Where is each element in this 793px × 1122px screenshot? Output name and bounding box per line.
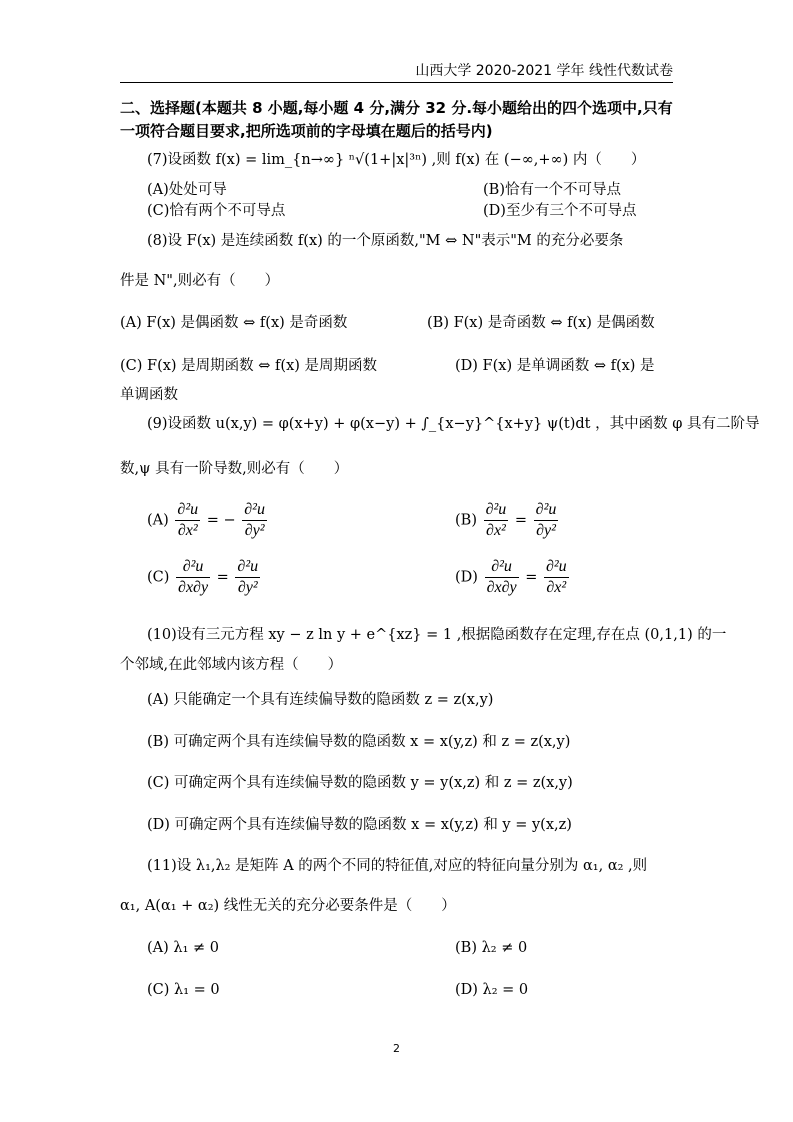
denominator: ∂y² bbox=[244, 522, 265, 539]
fraction bbox=[485, 557, 519, 598]
q7-option-b: (B)恰有一个不可导点 bbox=[483, 182, 621, 198]
q7-option-a: (A)处处可导 bbox=[147, 182, 227, 198]
q10-option-c: (C) 可确定两个具有连续偏导数的隐函数 y = y(x,z) 和 z = z(x,y) bbox=[147, 775, 573, 791]
denominator: ∂y² bbox=[237, 579, 258, 596]
q8-option-c: (C) F(x) 是周期函数 ⇔ f(x) 是周期函数 bbox=[120, 358, 378, 374]
q8-stem-line2: 件是 N",则必有（ ） bbox=[120, 273, 280, 289]
q7-stem: (7)设函数 f(x) = lim_{n→∞} ⁿ√(1+|x|³ⁿ) ,则 f(x) 在 (−∞,+∞) 内（ ） bbox=[147, 152, 646, 168]
q7-option-c: (C)恰有两个不可导点 bbox=[147, 203, 286, 219]
q10-stem-line2: 个邻域,在此邻域内该方程（ ） bbox=[120, 657, 343, 673]
page-header: 山西大学 2020-2021 学年 线性代数试卷 bbox=[415, 63, 673, 79]
fraction bbox=[534, 500, 559, 541]
q8-option-b: (B) F(x) 是奇函数 ⇔ f(x) 是偶函数 bbox=[427, 315, 655, 331]
q11-option-d: (D) λ₂ = 0 bbox=[455, 982, 529, 998]
fraction bbox=[544, 557, 569, 598]
q9-option-a bbox=[147, 500, 269, 541]
numerator: ∂²u bbox=[235, 557, 260, 578]
fraction bbox=[176, 557, 210, 598]
q10-option-d: (D) 可确定两个具有连续偏导数的隐函数 x = x(y,z) 和 y = y(x,z) bbox=[147, 817, 572, 833]
numerator: ∂²u bbox=[175, 500, 200, 521]
q10-stem-line1: (10)设有三元方程 xy − z ln y + e^{xz} = 1 ,根据隐函数存在定理,存在点 (0,1,1) 的一 bbox=[147, 627, 727, 643]
denominator: ∂y² bbox=[536, 522, 556, 539]
option-label: (C) bbox=[147, 569, 170, 586]
q9-stem-line2: 数,ψ 具有一阶导数,则必有（ ） bbox=[120, 461, 349, 477]
q11-option-c: (C) λ₁ = 0 bbox=[147, 982, 220, 998]
operator: = − bbox=[206, 512, 236, 529]
fraction bbox=[235, 557, 260, 598]
operator: = bbox=[525, 569, 538, 586]
page-number: 2 bbox=[393, 1042, 400, 1055]
numerator: ∂²u bbox=[544, 557, 569, 578]
denominator: ∂x∂y bbox=[178, 579, 209, 596]
fraction bbox=[484, 500, 509, 541]
denominator: ∂x² bbox=[177, 522, 198, 539]
q7-option-d: (D)至少有三个不可导点 bbox=[483, 203, 637, 219]
q8-stem-line1: (8)设 F(x) 是连续函数 f(x) 的一个原函数,"M ⇔ N"表示"M 的充分必要条 bbox=[147, 233, 624, 249]
fraction bbox=[242, 500, 267, 541]
q9-option-b bbox=[455, 500, 560, 541]
option-label: (D) bbox=[455, 569, 478, 586]
section-heading-line1: 二、选择题(本题共 8 小题,每小题 4 分,满分 32 分.每小题给出的四个选项中,只有 bbox=[120, 99, 673, 117]
q11-option-a: (A) λ₁ ≠ 0 bbox=[147, 940, 219, 956]
q9-option-d bbox=[455, 557, 571, 598]
q10-option-a: (A) 只能确定一个具有连续偏导数的隐函数 z = z(x,y) bbox=[147, 692, 494, 708]
denominator: ∂x² bbox=[546, 579, 567, 596]
numerator: ∂²u bbox=[484, 500, 509, 521]
operator: = bbox=[514, 512, 528, 529]
numerator: ∂²u bbox=[176, 557, 210, 578]
numerator: ∂²u bbox=[242, 500, 267, 521]
denominator: ∂x² bbox=[486, 522, 506, 539]
denominator: ∂x∂y bbox=[486, 579, 517, 596]
q8-option-d: (D) F(x) 是单调函数 ⇔ f(x) 是 bbox=[455, 358, 655, 374]
q11-stem-line2: α₁, A(α₁ + α₂) 线性无关的充分必要条件是（ ） bbox=[120, 898, 456, 914]
section-heading-line2: 一项符合题目要求,把所选项前的字母填在题后的括号内) bbox=[120, 122, 493, 140]
operator: = bbox=[216, 569, 229, 586]
q9-option-c bbox=[147, 557, 262, 598]
q8-option-a: (A) F(x) 是偶函数 ⇔ f(x) 是奇函数 bbox=[120, 315, 348, 331]
q8-option-d-cont: 单调函数 bbox=[120, 387, 178, 403]
header-rule bbox=[120, 82, 673, 83]
q11-stem-line1: (11)设 λ₁,λ₂ 是矩阵 A 的两个不同的特征值,对应的特征向量分别为 α₁, α₂ ,则 bbox=[147, 858, 648, 874]
numerator: ∂²u bbox=[534, 500, 559, 521]
numerator: ∂²u bbox=[485, 557, 519, 578]
q9-stem-line1: (9)设函数 u(x,y) = φ(x+y) + φ(x−y) + ∫_{x−y}^{x+y} ψ(t)dt ，其中函数 φ 具有二阶导 bbox=[147, 416, 760, 432]
option-label: (B) bbox=[455, 512, 477, 529]
fraction bbox=[175, 500, 200, 541]
q10-option-b: (B) 可确定两个具有连续偏导数的隐函数 x = x(y,z) 和 z = z(x,y) bbox=[147, 734, 571, 750]
q11-option-b: (B) λ₂ ≠ 0 bbox=[455, 940, 528, 956]
option-label: (A) bbox=[147, 512, 169, 529]
